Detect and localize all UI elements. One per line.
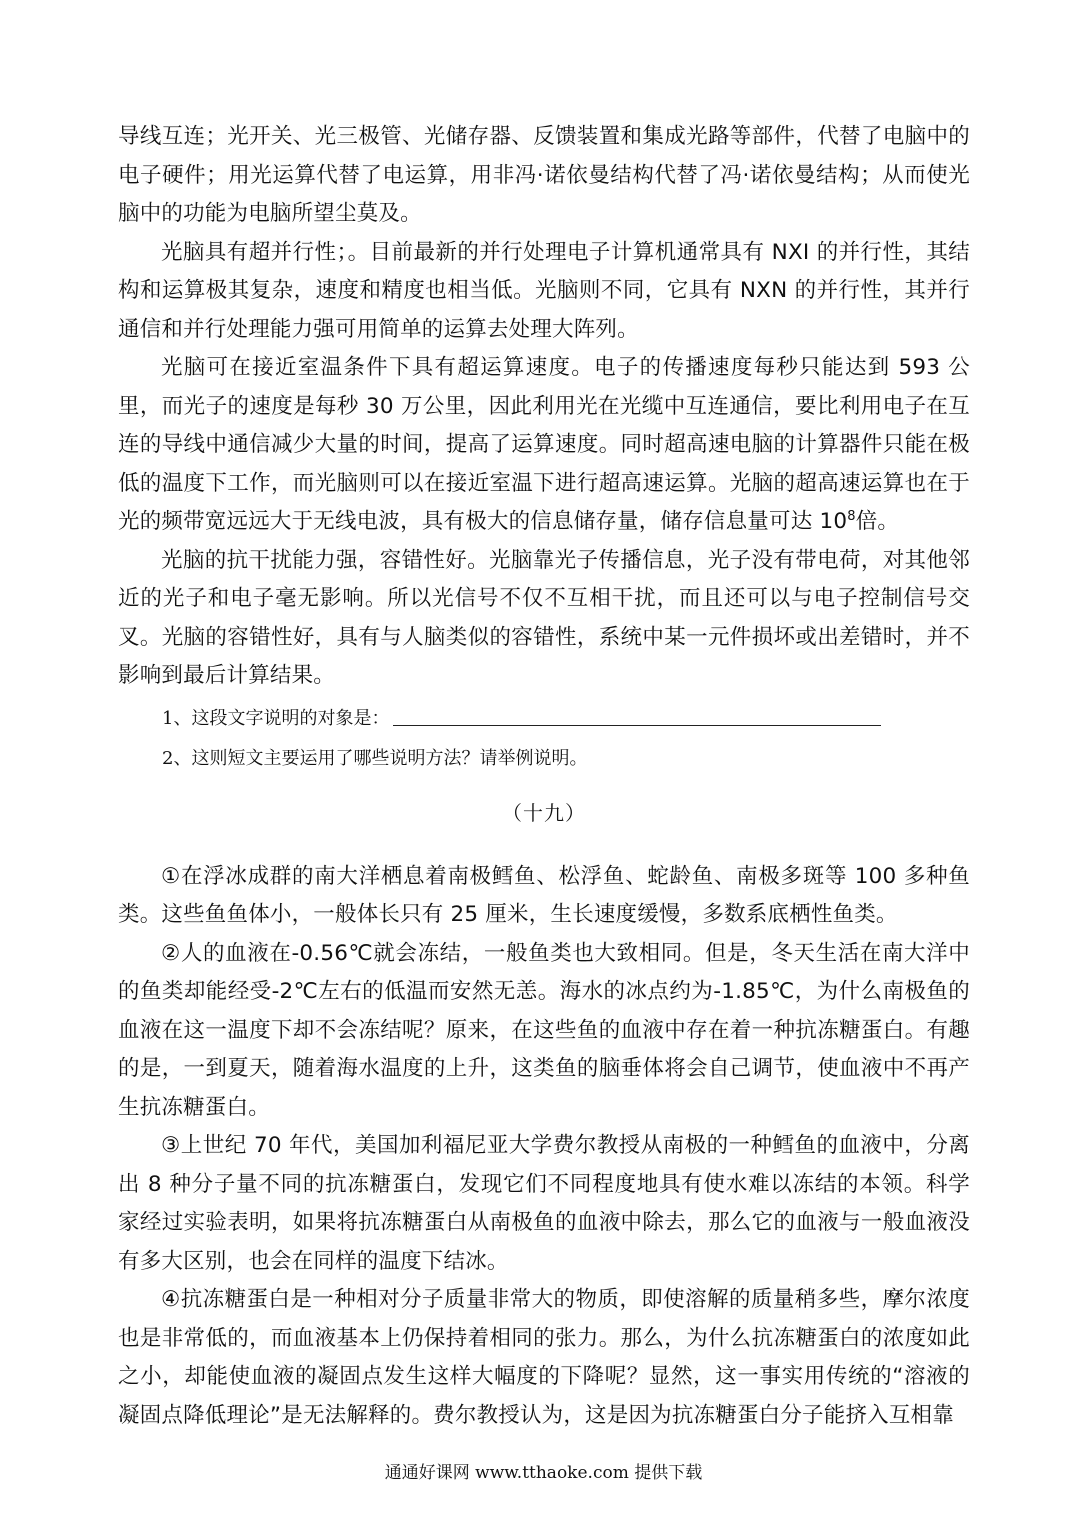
paragraph-2: ②人的血液在-0.56℃就会冻结，一般鱼类也大致相同。但是，冬天生活在南大洋中的鱼类却能经受-2℃左右的低温而安然无恙。海水的冰点约为-1.85℃，为什么南极鱼的血液在这一温度下却不会冻结呢？原来，在这些鱼的血液中存在着一种抗冻糖蛋白。有趣的是，一到夏天，随着海水温度的上升，这类鱼的脑垂体将会自己调节，使血液中不再产生抗冻糖蛋白。	[118, 940, 970, 1120]
page-footer: 通通好课网 www.tthaoke.com 提供下载	[384, 1463, 703, 1483]
paragraph-speed	[118, 349, 970, 542]
paragraph-4: ④抗冻糖蛋白是一种相对分子质量非常大的物质，即使溶解的质量稍多些，摩尔浓度也是非常低的，而血液基本上仍保持着相同的张力。那么，为什么抗冻糖蛋白的浓度如此之小，却能使血液的凝固点发生这样大幅度的下降呢？显然，这一事实用传统的“溶液的凝固点降低理论”是无法解释的。费尔教授认为，这是因为抗冻糖蛋白分子能挤入互相靠	[118, 1287, 970, 1428]
answer-blank-line	[393, 705, 881, 726]
paragraph-interference: 光脑的抗干扰能力强，容错性好。光脑靠光子传播信息，光子没有带电荷，对其他邻近的光子和电子毫无影响。所以光信号不仅不互相干扰，而且还可以与电子控制信号交叉。光脑的容错性好，具有与人脑类似的容错性，系统中某一元件损坏或出差错时，并不影响到最后计算结果。	[118, 547, 970, 688]
question-1	[118, 702, 970, 736]
paragraph-speed-text: 光脑可在接近室温条件下具有超运算速度。电子的传播速度每秒只能达到 593 公里，而光子的速度是每秒 30 万公里，因此利用光在光缆中互连通信，要比利用电子在互连的导线中通信减少大量的时间，提高了运算速度。同时超高速电脑的计算器件只能在极低的温度下工作，而光脑则可以在接近室温下进行超高速运算。光脑的超高速运算也在于光的频带宽远远大于无线电波，具有极大的信息储存量，储存信息量可达 10	[118, 355, 970, 534]
paragraph-continuation: 导线互连；光开关、光三极管、光储存器、反馈装置和集成光路等部件，代替了电脑中的电子硬件；用光运算代替了电运算，用非冯·诺依曼结构代替了冯·诺依曼结构；从而使光脑中的功能为电脑所望尘莫及。	[118, 124, 970, 226]
exponent: 8	[847, 508, 856, 524]
paragraph-parallelism: 光脑具有超并行性；。目前最新的并行处理电子计算机通常具有 NXI 的并行性，其结构和运算极其复杂，速度和精度也相当低。光脑则不同，它具有 NXN 的并行性，其并行通信和并行处理能力强可用简单的运算去处理大阵列。	[118, 239, 970, 342]
document-body	[118, 118, 970, 1435]
question-1-text: 1、这段文字说明的对象是：	[162, 707, 390, 729]
paragraph-3: ③上世纪 70 年代，美国加利福尼亚大学费尔教授从南极的一种鳕鱼的血液中，分离出 8 种分子量不同的抗冻糖蛋白，发现它们不同程度地具有使水难以冻结的本领。科学家经过实验表明，如果将抗冻糖蛋白从南极鱼的血液中除去，那么它的血液与一般血液没有多大区别，也会在同样的温度下结冰。	[118, 1133, 970, 1274]
paragraph-speed-tail: 倍。	[855, 509, 900, 534]
question-2: 2、这则短文主要运用了哪些说明方法？请举例说明。	[162, 747, 588, 769]
section-title: （十九）	[502, 800, 586, 825]
paragraph-1: ①在浮冰成群的南大洋栖息着南极鳕鱼、松浮鱼、蛇龄鱼、南极多斑等 100 多种鱼类。这些鱼鱼体小，一般体长只有 25 厘米，生长速度缓慢，多数系底栖性鱼类。	[118, 863, 970, 927]
